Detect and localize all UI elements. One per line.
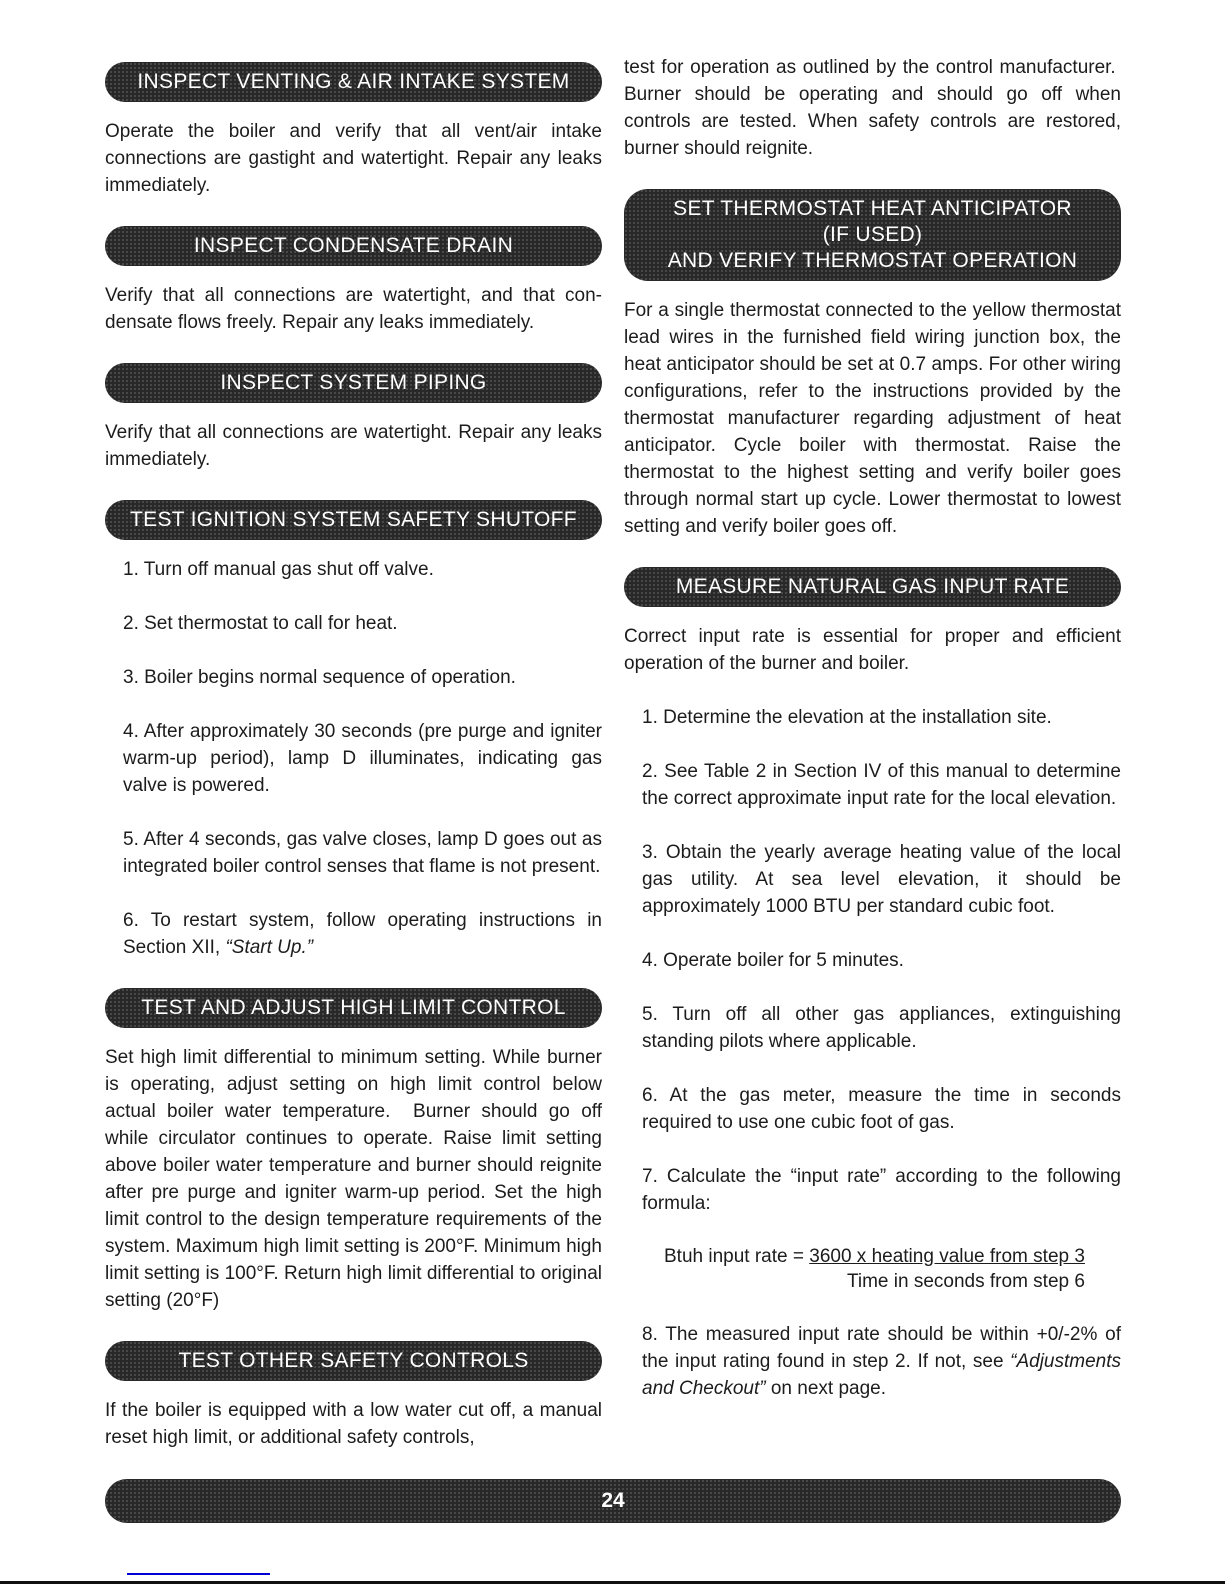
text-run: 7. Calculate the “input rate” according to the following formula: (642, 1166, 1121, 1214)
list-item (105, 664, 602, 691)
text-run: Correct input rate is essential for proper and efficient operation of the burner and boiler. (624, 626, 1121, 674)
text-run: on next page. (765, 1378, 887, 1399)
list-item (624, 947, 1121, 974)
text-run: 1. Determine the elevation at the installation site. (642, 707, 1052, 728)
text-columns (105, 54, 1121, 1478)
list-item (624, 704, 1121, 731)
section-header-text: MEASURE NATURAL GAS INPUT RATE (675, 575, 1070, 598)
section-header-pill (624, 189, 1121, 281)
list-item (105, 610, 602, 637)
text-run: 4. Operate boiler for 5 minutes. (642, 950, 904, 971)
list-item (624, 1001, 1121, 1055)
section-header-text: INSPECT SYSTEM PIPING (220, 371, 487, 394)
text-run: For a single thermostat connected to the yellow thermostat lead wires in the furnished field wiring junction box, the heat anticipator should be set at 0.7 amps. For other wiring configurations, refer to the instructions provided by the thermostat manufacturer regarding adjustment of heat anticipator. Cycle boiler with thermostat. Raise the thermostat to the highest setting and verify boiler goes through normal start up cycle. Lower thermostat to lowest setting and verify boiler goes off. (624, 300, 1121, 537)
section-header-text: TEST AND ADJUST HIGH LIMIT CONTROL (141, 996, 566, 1019)
text-run: 3. Boiler begins normal sequence of operation. (123, 667, 516, 688)
section-header-pill (105, 500, 602, 540)
list-item (624, 1163, 1121, 1217)
section-header-pill (105, 226, 602, 266)
page-bottom-edge (0, 1581, 1225, 1584)
text-run: 1. Turn off manual gas shut off valve. (123, 559, 434, 580)
section-header-pill (624, 567, 1121, 607)
list-item (624, 1082, 1121, 1136)
list-item (105, 907, 602, 961)
text-run: 5. Turn off all other gas appliances, extinguishing standing pilots where applicable. (642, 1004, 1121, 1052)
section-header-pill (105, 62, 602, 102)
section-header-pill (105, 1341, 602, 1381)
formula-label: Btuh input rate = (664, 1246, 810, 1267)
formula (664, 1244, 1121, 1294)
text-run: Operate the boiler and verify that all vent/air intake connections are gastight and watertight. Repair any leaks immediately. (105, 121, 602, 196)
section-header-pill (105, 988, 602, 1028)
text-run: Set high limit differential to minimum setting. While burner is operating, adjust setting on high limit control below actual boiler water temperature. Burner should go off while circulator continues to operate. Raise limit setting above boiler water temperature and burner should reignite after pre purge and igniter warm-up period. Set the high limit control to the design temperature requirements of the system. Maximum high limit setting is 200°F. Minimum high limit setting is 100°F. Return high limit differential to original setting (20°F) (105, 1047, 602, 1311)
page-number-bar (105, 1479, 1121, 1523)
paragraph (105, 1397, 602, 1451)
formula-denominator: Time in seconds from step 6 (846, 1271, 1085, 1292)
paragraph (624, 623, 1121, 677)
list-item (624, 758, 1121, 812)
paragraph (624, 297, 1121, 540)
section-header-text: INSPECT CONDENSATE DRAIN (193, 234, 514, 257)
text-run: 3. Obtain the yearly average heating value of the local gas utility. At sea level elevation, it should be approximately 1000 BTU per standard cubic foot. (642, 842, 1121, 917)
paragraph (105, 282, 602, 336)
left-column (105, 54, 602, 1478)
text-run: 6. At the gas meter, measure the time in seconds required to use one cubic foot of gas. (642, 1085, 1121, 1133)
list-item (624, 839, 1121, 920)
text-run: Verify that all connections are watertight. Repair any leaks immediately. (105, 422, 602, 470)
section-header-text: AND VERIFY THERMOSTAT OPERATION (667, 249, 1078, 272)
text-run: 5. After 4 seconds, gas valve closes, lamp D goes out as integrated boiler control senses that flame is not present. (123, 829, 602, 877)
formula-fraction (809, 1244, 1085, 1294)
paragraph (105, 118, 602, 199)
section-header-pill (105, 363, 602, 403)
section-header-text: INSPECT VENTING & AIR INTAKE SYSTEM (137, 70, 570, 93)
paragraph (105, 419, 602, 473)
section-header-text: SET THERMOSTAT HEAT ANTICIPATOR (673, 197, 1072, 220)
text-run: 4. After approximately 30 seconds (pre purge and igniter warm-up period), lamp D illuminates, indicating gas valve is powered. (123, 721, 602, 796)
list-item (105, 556, 602, 583)
text-run: 6. To restart system, follow operating instructions in Section XII, (123, 910, 602, 958)
list-item (624, 1321, 1121, 1402)
text-run: 2. See Table 2 in Section IV of this manual to determine the correct approximate input rate for the local elevation. (642, 761, 1121, 809)
italic-text-run: “Start Up.” (225, 937, 314, 958)
text-run: Verify that all connections are watertight, and that condensate flows freely. Repair any leaks immediately. (105, 285, 602, 333)
text-run: test for operation as outlined by the control manufacturer. Burner should be operating and should go off when controls are tested. When safety controls are restored, burner should reignite. (624, 57, 1121, 159)
page-number: 24 (601, 1489, 625, 1512)
list-item (105, 718, 602, 799)
paragraph (624, 54, 1121, 162)
text-run: If the boiler is equipped with a low water cut off, a manual reset high limit, or additional safety controls, (105, 1400, 602, 1448)
list-item (105, 826, 602, 880)
formula-numerator: 3600 x heating value from step 3 (809, 1246, 1085, 1267)
hyperlink-underline[interactable] (127, 1573, 270, 1575)
italic-text-run: “Adjustments and Checkout” (642, 1351, 1121, 1399)
right-column (624, 54, 1121, 1478)
section-header-text: (IF USED) (822, 223, 923, 246)
text-run: 2. Set thermostat to call for heat. (123, 613, 398, 634)
section-header-text: TEST IGNITION SYSTEM SAFETY SHUTOFF (130, 508, 577, 531)
section-header-text: TEST OTHER SAFETY CONTROLS (178, 1349, 529, 1372)
paragraph (105, 1044, 602, 1314)
text-run: 8. The measured input rate should be within +0/-​2% of the input rating found in step 2. If not, see (642, 1324, 1121, 1372)
